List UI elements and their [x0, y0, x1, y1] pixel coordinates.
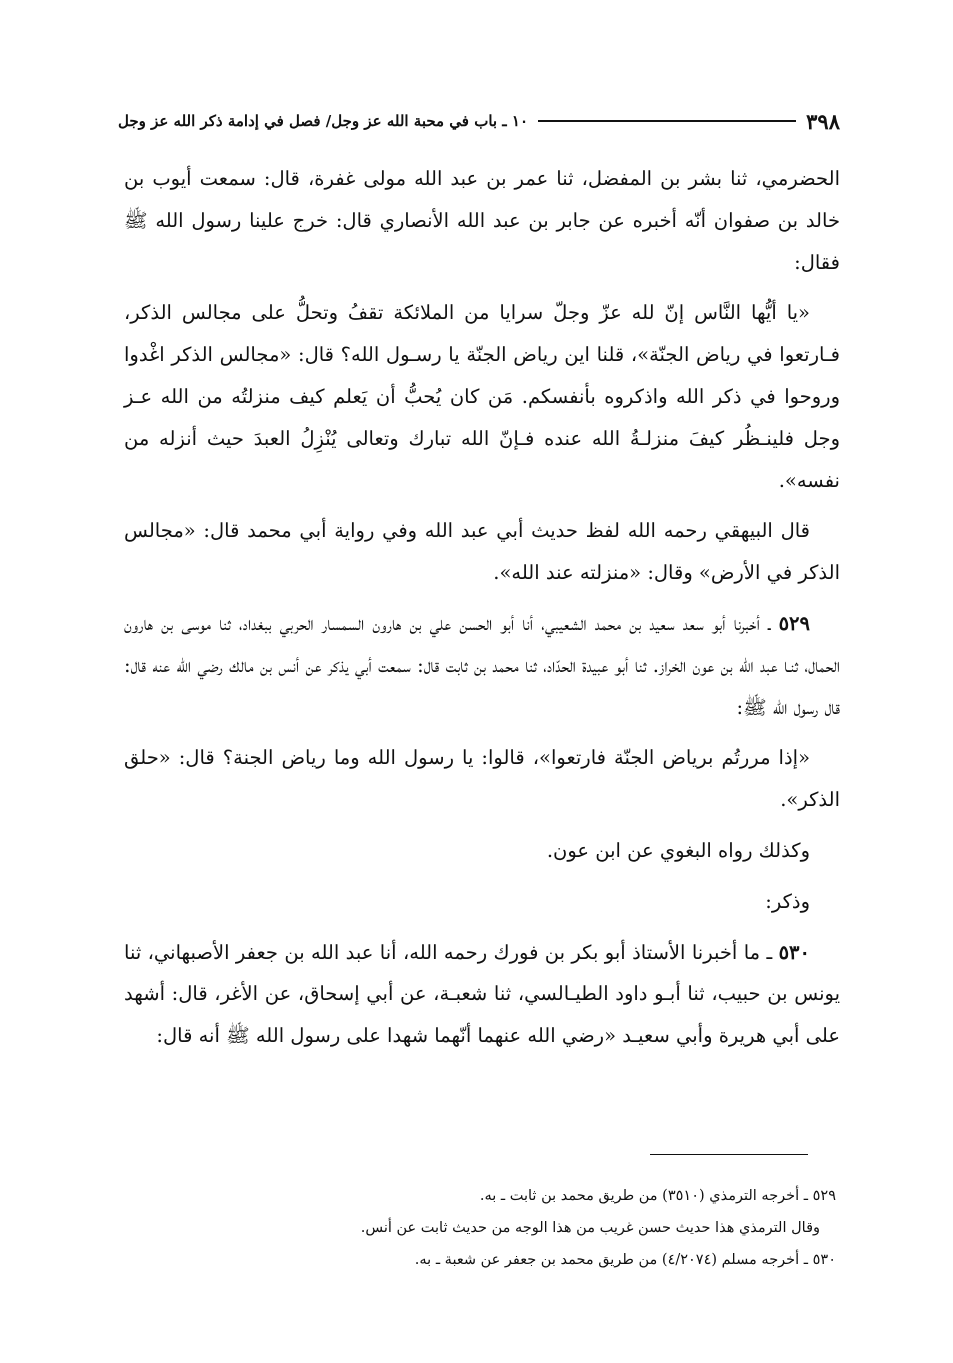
running-header — [118, 104, 840, 138]
main-text — [124, 158, 840, 1066]
footnote-separator — [650, 1154, 808, 1155]
footnote-529: ٥٢٩ ـ أخرجه الترمذي (٣٥١٠) من طريق محمد بن ثابت ـ به. — [479, 1188, 836, 1204]
paragraph-hadith-530: ٥٣٠ ـ ما أخبرنا الأستاذ أبو بكر بن فورك رحمه الله، أنا عبد الله بن جعفر الأصبهاني، ثنا يونس بن حبيب، ثنا أبـو داود الطيـالسي، ثنا شعبـة، عن أبي إسحاق، عن الأغر، قال: أشهد على أبي هريرة وأبي سعيـد «رضي الله عنهما أنّهما شهدا على رسول الله ﷺ أنه قال: — [124, 940, 840, 1048]
paragraph-hadith-text: «يا أيُّها النَّاس إنّ لله عزّ وجلّ سرايا من الملائكة تقفُ وتحلُّ على مجالس الذكر، فـارتعوا في رياض الجنّة»، قلنا اين رياض الجنّة يا رسـول الله؟ قال: «مجالس الذكر اغْدوا وروحوا في ذكر الله واذكروه بأنفسكم. مَن كان يُحبُّ أن يَعلم كيف منزلتُه من الله عـز وجل فلينـظُر كيفَ منزلـةُ الله عنده فـإنّ الله تبارك وتعالى يُنْزِلُ العبدَ حيث أنزله من نفسه». — [124, 301, 840, 492]
footnote-530: ٥٣٠ ـ أخرجه مسلم (٤/٢٠٧٤) من طريق محمد بن جعفر عن شعبة ـ به. — [414, 1252, 836, 1268]
footnote-529-tirmidhi-remark: وقال الترمذي هذا حديث حسن غريب من هذا الوجه من حديث ثابت عن أنس. — [360, 1220, 820, 1236]
paragraph-hadith-529: ٥٢٩ ـ أخبرنا أبو سعد سعيد بن محمد الشعيبي، أنا أبو الحسن علي بن هارون السمسار الحربي ببغداد، ثنا موسى بن هارون الحمال، ثنـا عبد الله بن عون الخراز. ثنا أبو عبيدة الحدّاد، ثنا محمد بن ثابت قال: سمعت أبي يذكر عن أنس بن مالك رضي الله عنه قال: قال رسول الله ﷺ: — [124, 611, 840, 719]
page-number: ٣٩٨ — [806, 108, 840, 134]
header-rule — [538, 120, 796, 122]
paragraph-baghawi-note: وكذلك رواه البغوي عن ابن عون. — [546, 838, 810, 862]
chapter-title: ١٠ ـ باب في محبة الله عز وجل/ فصل في إدامة ذكر الله عز وجل — [118, 112, 529, 130]
footnotes — [124, 1180, 840, 1276]
paragraph-hadith-529-text: «إذا مررتُم برياض الجنّة فارتعوا»، قالوا: يا رسول الله وما رياض الجنة؟ قال: «حلق الذكر». — [124, 746, 840, 812]
hadith-number: ٥٢٩ — [778, 611, 810, 635]
hadith-number: ٥٣٠ — [778, 940, 810, 964]
paragraph-isnad-continuation: الحضرمي، ثنا بشر بن المفضل، ثنا عمر بن عبد الله مولى غفرة، قال: سمعت أيوب بن خالد بن صفوان أنّه أخبره عن جابر بن عبد الله الأنصاري قال: خرج علينا رسول الله ﷺ فقال: — [124, 167, 840, 274]
paragraph-bayhaqi-note: قال البيهقي رحمه الله لفظ حديث أبي عبد الله وفي رواية أبي محمد قال: «مجالس الذكر في الأرض» وقال: «منزلته عند الله». — [124, 519, 840, 585]
paragraph-dhakara: وذكر: — [765, 889, 810, 913]
